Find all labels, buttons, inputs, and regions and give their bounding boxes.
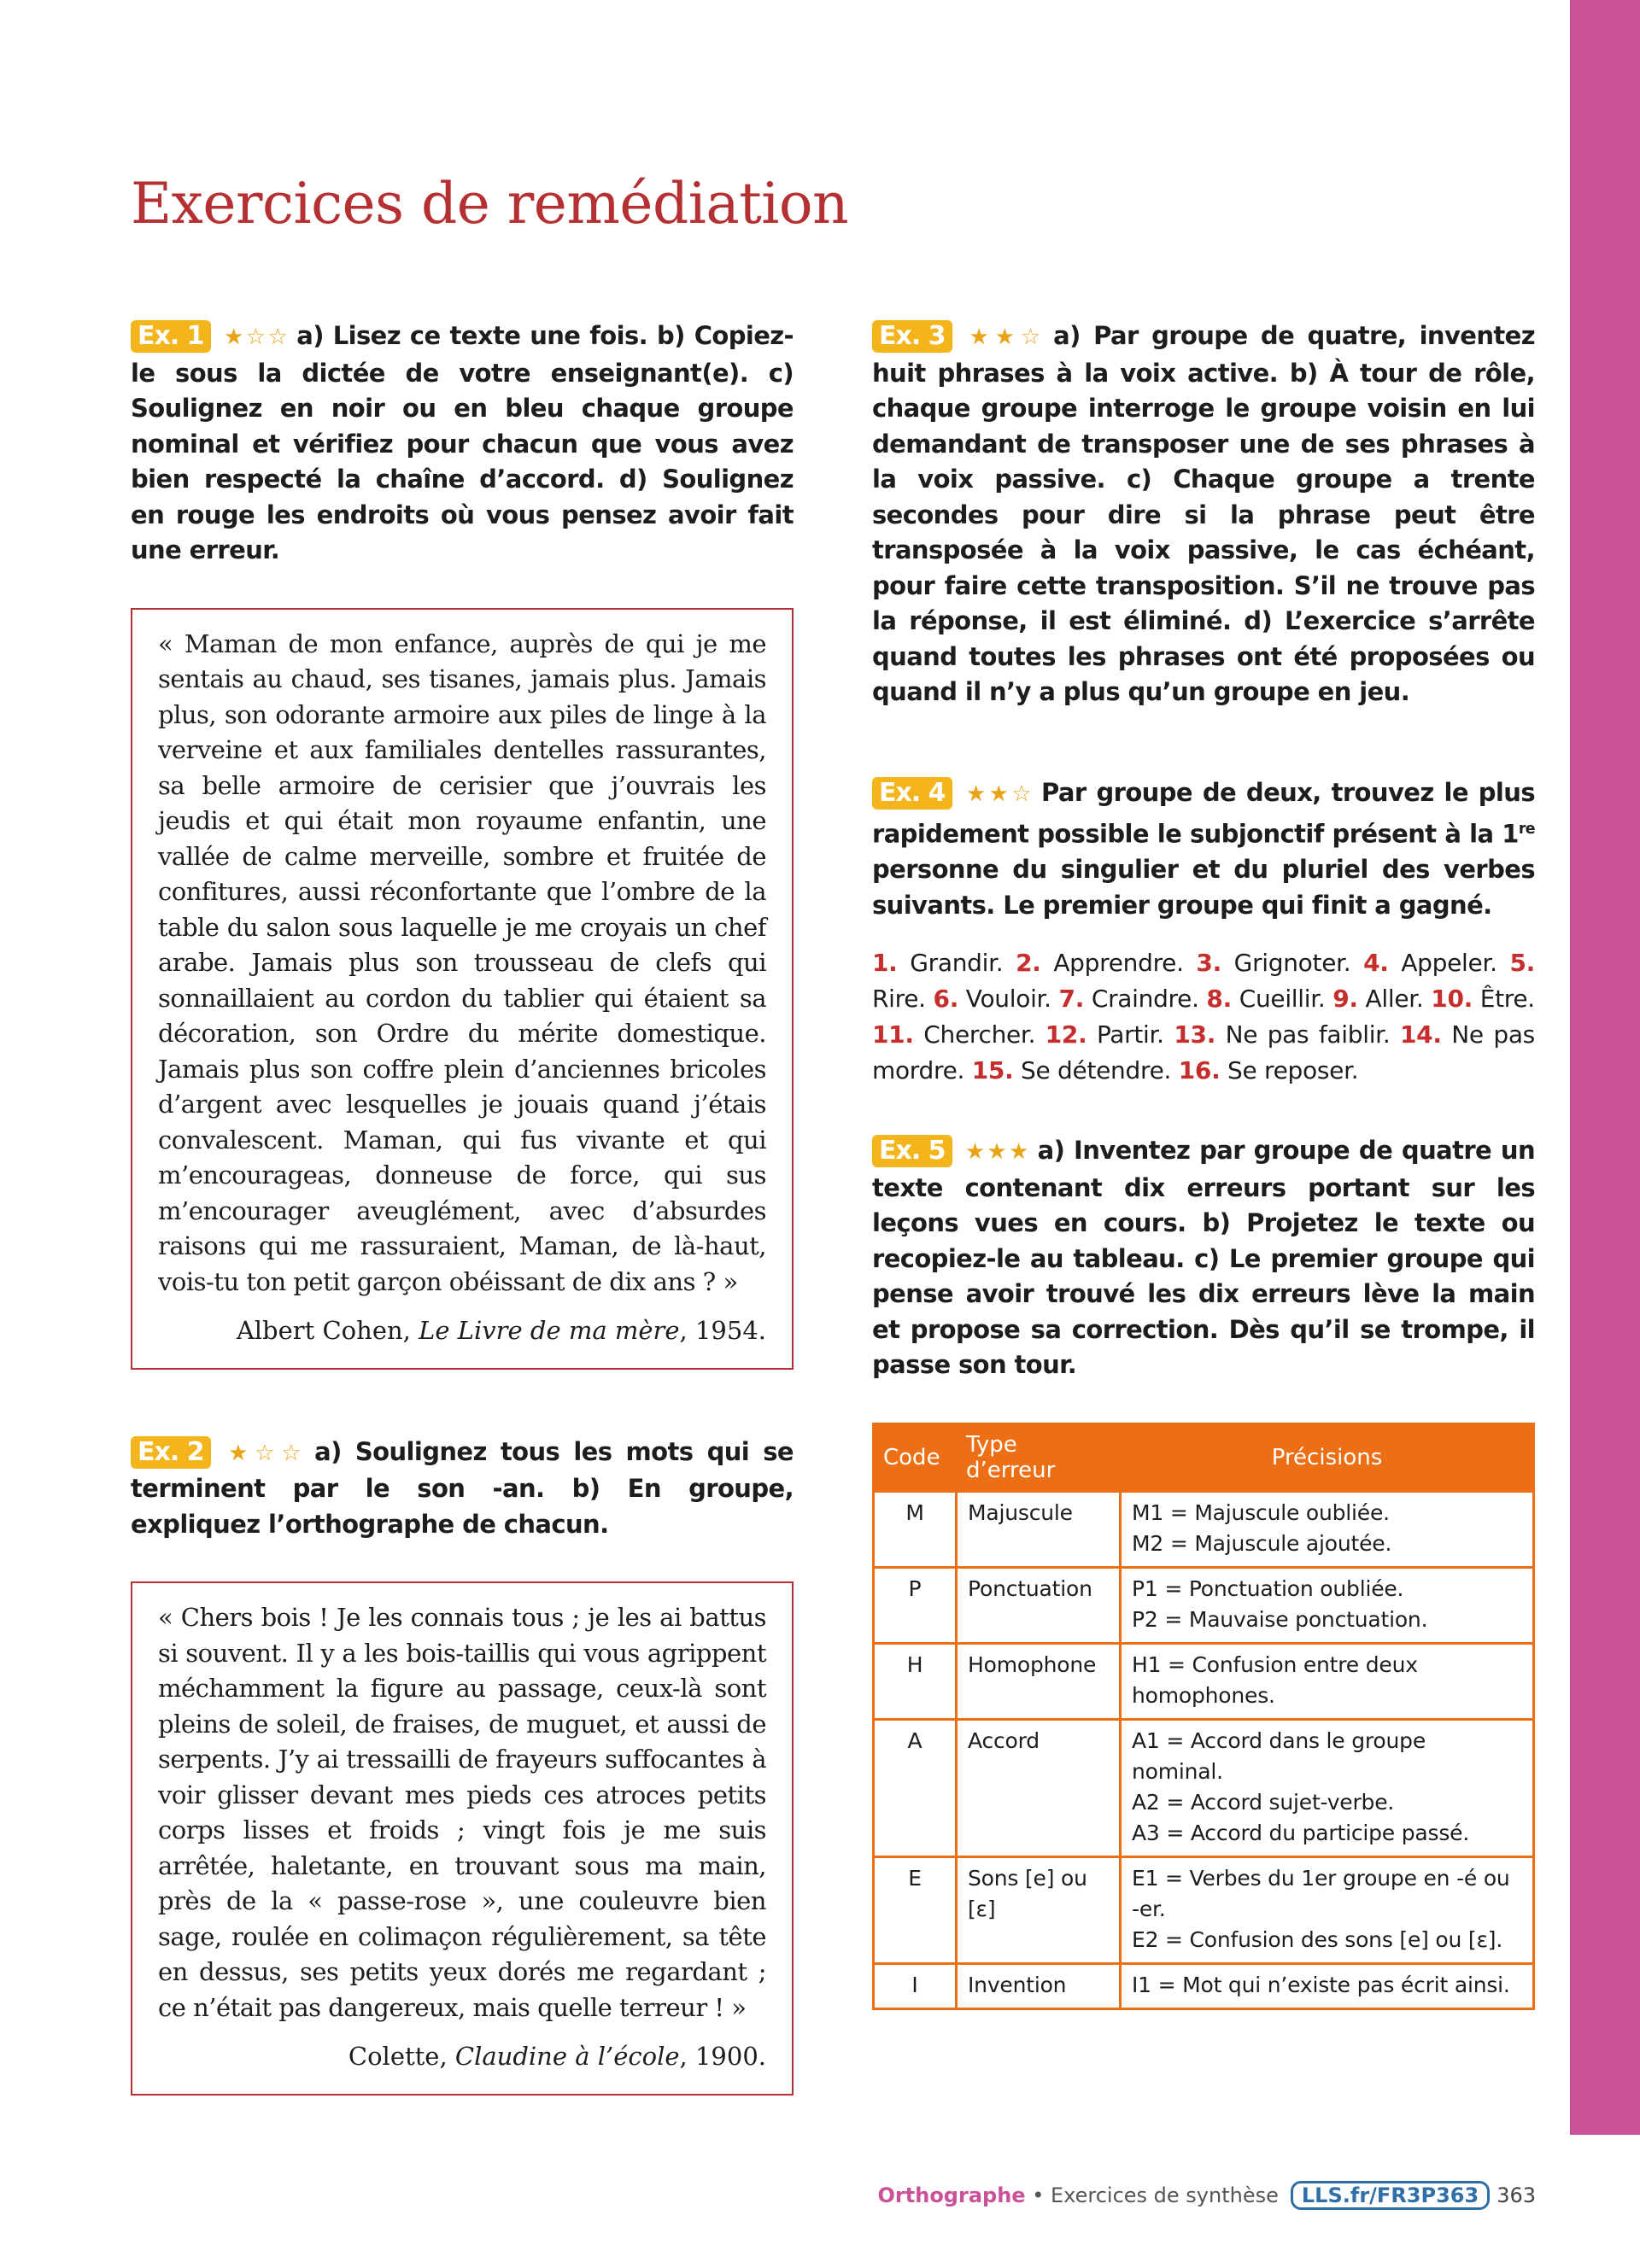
table-body — [874, 1491, 1534, 2008]
footer-section: Exercices de synthèse — [1050, 2183, 1279, 2207]
error-code: A — [874, 1719, 957, 1856]
table-row — [874, 1963, 1534, 2008]
exercise-1-quote: « Maman de mon enfance, auprès de qui je me sentais au chaud, ses tisanes, jamais plus. Jamais plus, son odorante armoire aux piles de linge à la verveine et aux familiales dentelles rassurantes, sa belle armoire de cerisier que j’ouvrais les jeudis et qui était mon royaume enfantin, une vallée de calme merveille, sombre et fruitée de confitures, aussi réconfortante que l’ombre de la table du salon sous laquelle je me croyais un chef arabe. Jamais plus son trousseau de clefs qui sonnaillaient au cordon du tablier qui étaient sa décoration, son Ordre du mérite domestique. Jamais plus son coffre plein d’anciennes bricoles d’argent avec lesquelles je jouais quand j’étais convalescent. Maman, qui fus vivante et qui m’encourageas, donneuse de force, qui sus m’encourager aveuglément, avec d’absurdes raisons qui me rassuraient, Maman, de là-haut, vois-tu ton petit garçon obéissant de dix ans ? » — [158, 628, 766, 1296]
error-code: M — [874, 1491, 957, 1567]
exercise-1-year: , 1954. — [679, 1316, 766, 1345]
verb-text: Apprendre. — [1053, 949, 1184, 978]
verb-number: 3. — [1196, 949, 1221, 978]
exercise-5 — [872, 1133, 1535, 2010]
error-type: Homophone — [957, 1643, 1121, 1719]
verb-item — [1206, 985, 1325, 1013]
exercise-4-badge: Ex. 4 — [872, 777, 952, 810]
verb-number: 10. — [1431, 985, 1473, 1014]
header-code: Code — [874, 1423, 957, 1491]
verb-number: 15. — [971, 1056, 1014, 1085]
verb-text: Ne pas mordre. — [872, 1020, 1535, 1085]
footer-subject: Orthographe — [877, 2183, 1026, 2207]
exercise-2-work: Claudine à l’école — [454, 2042, 680, 2071]
verb-number: 8. — [1206, 985, 1232, 1014]
exercise-2-source — [158, 2039, 766, 2075]
exercise-2-author: Colette, — [348, 2042, 448, 2071]
exercise-2-text: a) Soulignez tous les mots qui se terminent par le son -an. b) En groupe, expliquez l’orthographe de chacun. — [131, 1436, 794, 1539]
verb-item — [1059, 985, 1199, 1013]
exercise-3-text: a) Par groupe de quatre, inventez huit phrases à la voix active. b) À tour de rôle, chaque groupe interroge le groupe voisin en lui demandant de transposer une de ses phrases à la voix passive. c) Chaque groupe a trente secondes pour dire si la phrase peut être transposée à la voix passive, le cas échéant, pour faire cette transposition. S’il ne trouve pas la réponse, il est éliminé. d) L’exercice s’arrête quand toutes les phrases ont été proposées ou quand il n’y a plus qu’un groupe en jeu. — [872, 321, 1535, 706]
table-row — [874, 1856, 1534, 1963]
verb-number: 9. — [1332, 985, 1358, 1014]
verb-item — [1363, 949, 1497, 977]
exercise-4-text-b: personne du singulier et du pluriel des verbes suivants. Le premier groupe qui finit a gagné. — [872, 855, 1535, 920]
table-row — [874, 1643, 1534, 1719]
error-details — [1121, 1963, 1534, 2008]
verb-item — [1179, 1056, 1359, 1084]
verb-text: Grignoter. — [1233, 949, 1351, 978]
error-type: Invention — [957, 1963, 1121, 2008]
verb-text: Chercher. — [923, 1020, 1036, 1049]
error-code: E — [874, 1856, 957, 1963]
side-color-strip — [1570, 0, 1640, 2135]
exercise-2 — [131, 1435, 794, 2096]
detail-line: H1 = Confusion entre deux homophones. — [1132, 1651, 1418, 1708]
verb-text: Craindre. — [1091, 985, 1199, 1014]
exercise-4-text-sup: re — [1518, 821, 1535, 838]
verb-text: Partir. — [1096, 1020, 1164, 1049]
verb-text: Se reposer. — [1227, 1056, 1359, 1085]
difficulty-stars-icon: ★★☆ — [964, 324, 1047, 350]
error-type: Sons [e] ou [ε] — [957, 1856, 1121, 1963]
table-row — [874, 1567, 1534, 1643]
exercise-5-text: a) Inventez par groupe de quatre un texte contenant dix erreurs portant sur les leçons vues en cours. b) Projetez le texte ou recopiez-le au tableau. c) Le premier groupe qui pense avoir trouvé les dix erreurs lève la main et propose sa correction. Dès qu’il se trompe, il passe son tour. — [872, 1136, 1535, 1380]
verb-item — [1431, 985, 1535, 1013]
exercise-2-badge: Ex. 2 — [131, 1436, 211, 1469]
exercise-4-instruction — [872, 775, 1535, 924]
error-code: I — [874, 1963, 957, 2008]
exercise-1-quote-box — [131, 608, 794, 1370]
verb-number: 14. — [1399, 1020, 1442, 1049]
exercise-1-badge: Ex. 1 — [131, 320, 211, 353]
verb-number: 7. — [1058, 985, 1085, 1014]
footer-link[interactable]: LLS.fr/FR3P363 — [1291, 2181, 1490, 2210]
verb-number: 16. — [1178, 1056, 1221, 1085]
verb-number: 6. — [933, 985, 959, 1014]
verb-text: Ne pas faiblir. — [1225, 1020, 1391, 1049]
verb-item — [1174, 1020, 1390, 1049]
exercise-1 — [131, 319, 794, 1370]
header-type: Type d’erreur — [957, 1423, 1121, 1491]
page-title: Exercices de remédiation — [131, 171, 849, 237]
verb-item — [1332, 985, 1423, 1013]
exercise-5-badge: Ex. 5 — [872, 1135, 952, 1167]
exercise-4-text-a: Par groupe de deux, trouvez le plus rapidement possible le subjonctif présent à la 1 — [872, 777, 1535, 849]
page-footer — [878, 2181, 1536, 2210]
page-number: 363 — [1496, 2183, 1536, 2207]
exercise-1-source — [158, 1313, 766, 1349]
exercise-3 — [872, 319, 1535, 710]
detail-line: A1 = Accord dans le groupe nominal. — [1132, 1727, 1426, 1784]
difficulty-stars-icon: ★★☆ — [964, 780, 1035, 807]
error-details — [1121, 1719, 1534, 1856]
exercise-1-text: a) Lisez ce texte une fois. b) Copiez-le sous la dictée de votre enseignant(e). c) Soulignez en noir ou en bleu chaque groupe nominal et vérifiez pour chacun que vous avez bien respecté la chaîne d’accord. d) Soulignez en rouge les endroits où vous pensez avoir fait une erreur. — [131, 321, 794, 564]
verb-text: Cueillir. — [1239, 985, 1326, 1014]
error-type: Majuscule — [957, 1491, 1121, 1567]
verb-text: Être. — [1479, 985, 1535, 1014]
verb-text: Grandir. — [910, 949, 1004, 978]
detail-line: E2 = Confusion des sons [e] ou [ε]. — [1132, 1926, 1503, 1952]
verb-number: 11. — [872, 1020, 914, 1049]
right-column — [872, 319, 1535, 2010]
error-type: Accord — [957, 1719, 1121, 1856]
table-row — [874, 1491, 1534, 1567]
error-details — [1121, 1643, 1534, 1719]
detail-line: M2 = Majuscule ajoutée. — [1132, 1530, 1392, 1556]
verb-list — [872, 945, 1535, 1089]
detail-line: M1 = Majuscule oubliée. — [1132, 1499, 1390, 1525]
table-header-row — [874, 1423, 1534, 1491]
exercise-2-instruction — [131, 1435, 794, 1543]
error-details — [1121, 1856, 1534, 1963]
error-code-table — [872, 1423, 1535, 2010]
verb-text: Vouloir. — [965, 985, 1051, 1014]
error-code: H — [874, 1643, 957, 1719]
verb-text: Aller. — [1365, 985, 1424, 1014]
detail-line: E1 = Verbes du 1er groupe en -é ou -er. — [1132, 1865, 1510, 1921]
verb-item — [872, 1020, 1035, 1049]
verb-item — [972, 1056, 1171, 1084]
verb-number: 12. — [1045, 1020, 1087, 1049]
exercise-2-quote-box — [131, 1581, 794, 2096]
footer-separator: • — [1025, 2183, 1051, 2207]
error-details — [1121, 1491, 1534, 1567]
verb-item — [872, 949, 1003, 977]
exercise-2-quote: « Chers bois ! Je les connais tous ; je les ai battus si souvent. Il y a les bois-taillis qui vous agrippent méchamment la figure au passage, ceux-là sont pleins de soleil, de fraises, de muguet, et aussi de serpents. J’y ai tressailli de frayeurs suffocantes à voir glisser devant mes pieds ces atroces petits corps lisses et froids ; vingt fois je me suis arrêtée, haletante, en trouvant sous ma main, près de la « passe-rose », une couleuvre bien sage, roulée en colimaçon régulièrement, sa tête en dessus, ses petits yeux dorés me regardant ; ce n’était pas dangereux, mais quelle terreur ! » — [158, 1603, 766, 2022]
exercise-1-work: Le Livre de ma mère — [419, 1316, 680, 1345]
verb-item — [1016, 949, 1184, 977]
difficulty-stars-icon: ★★★ — [964, 1139, 1031, 1166]
detail-line: P2 = Mauvaise ponctuation. — [1132, 1606, 1428, 1632]
verb-number: 4. — [1363, 949, 1389, 978]
verb-number: 5. — [1509, 949, 1535, 978]
verb-number: 13. — [1174, 1020, 1216, 1049]
detail-line: A3 = Accord du participe passé. — [1132, 1820, 1470, 1845]
table-row — [874, 1719, 1534, 1856]
verb-item — [934, 985, 1051, 1013]
detail-line: I1 = Mot qui n’existe pas écrit ainsi. — [1132, 1972, 1510, 1997]
verb-item — [1196, 949, 1350, 977]
exercise-3-instruction — [872, 319, 1535, 710]
exercise-4 — [872, 775, 1535, 1090]
exercise-3-badge: Ex. 3 — [872, 320, 952, 353]
exercise-1-author: Albert Cohen, — [236, 1316, 411, 1345]
error-details — [1121, 1567, 1534, 1643]
detail-line: P1 = Ponctuation oubliée. — [1132, 1575, 1404, 1601]
exercise-1-instruction — [131, 319, 794, 569]
verb-number: 1. — [872, 949, 898, 978]
verb-item — [1046, 1020, 1164, 1049]
error-type: Ponctuation — [957, 1567, 1121, 1643]
verb-number: 2. — [1016, 949, 1041, 978]
error-code: P — [874, 1567, 957, 1643]
detail-line: A2 = Accord sujet-verbe. — [1132, 1789, 1395, 1815]
verb-text: Appeler. — [1401, 949, 1497, 978]
left-column — [131, 319, 794, 2096]
exercise-2-year: , 1900. — [679, 2042, 766, 2071]
verb-text: Rire. — [872, 985, 926, 1014]
exercise-5-instruction — [872, 1133, 1535, 1383]
verb-text: Se détendre. — [1021, 1056, 1172, 1085]
header-details: Précisions — [1121, 1423, 1534, 1491]
difficulty-stars-icon: ★☆☆ — [222, 324, 290, 350]
difficulty-stars-icon: ★☆☆ — [222, 1440, 308, 1466]
